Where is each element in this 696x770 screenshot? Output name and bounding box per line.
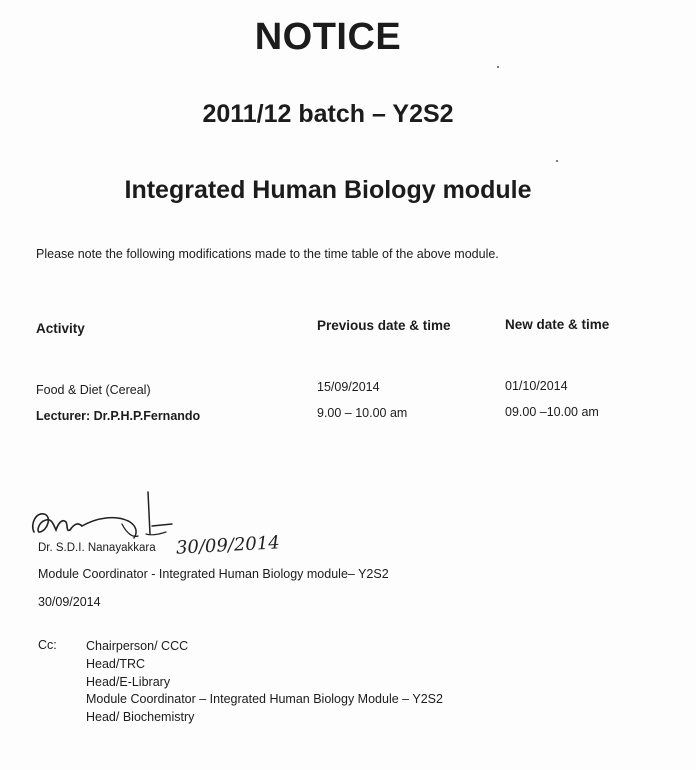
new-date-cell: 01/10/2014 <box>505 379 568 393</box>
signature-image <box>26 488 276 568</box>
signer-name: Dr. S.D.I. Nanayakkara <box>38 542 156 554</box>
header-new: New date & time <box>505 317 610 332</box>
handwritten-date: 30/09/2014 <box>175 532 281 559</box>
scan-speck <box>497 66 499 68</box>
cc-recipient: Chairperson/ CCC <box>86 639 189 653</box>
cc-recipient: Head/ Biochemistry <box>86 710 195 725</box>
notice-date: 30/09/2014 <box>38 595 101 609</box>
new-time-cell: 09.00 –10.00 am <box>505 405 599 419</box>
scan-speck <box>556 160 558 162</box>
signer-role: Module Coordinator - Integrated Human Biology module– Y2S2 <box>38 567 389 581</box>
activity-cell: Food & Diet (Cereal) <box>36 383 151 397</box>
header-previous: Previous date & time <box>317 318 451 333</box>
notice-title: NOTICE <box>254 16 402 58</box>
previous-time-cell: 9.00 – 10.00 am <box>317 406 408 420</box>
lecturer-cell: Lecturer: Dr.P.H.P.Fernando <box>36 409 201 423</box>
cc-recipient: Module Coordinator – Integrated Human Biology Module – Y2S2 <box>86 692 443 707</box>
cc-recipient: Head/E-Library <box>86 674 171 689</box>
cc-list <box>86 638 443 727</box>
module-heading: Integrated Human Biology module <box>124 176 532 204</box>
batch-heading: 2011/12 batch – Y2S2 <box>202 100 454 128</box>
previous-date-cell: 15/09/2014 <box>317 380 380 394</box>
cc-label: Cc: <box>38 638 57 652</box>
cc-recipient: Head/TRC <box>86 656 146 671</box>
intro-text: Please note the following modifications made to the time table of the above module. <box>36 247 499 261</box>
header-activity: Activity <box>36 321 85 336</box>
